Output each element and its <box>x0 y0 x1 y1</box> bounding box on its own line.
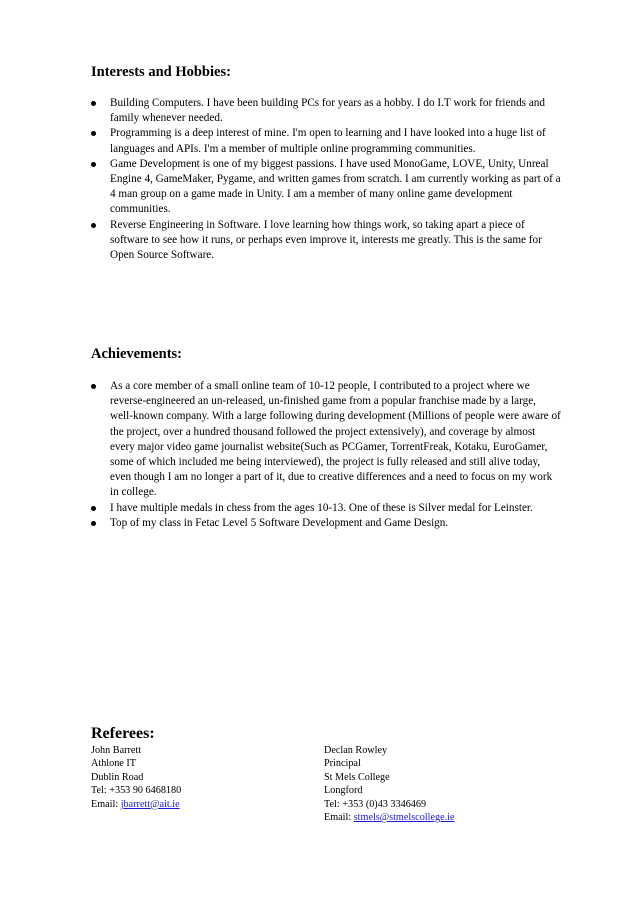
achievements-section <box>91 345 561 531</box>
email-link[interactable]: stmels@stmelscollege.ie <box>353 812 455 824</box>
list-item-text: Game Development is one of my biggest passions. I have used MonoGame, LOVE, Unity, Unreal Engine 4, GameMaker, Pygame, and written games from scratch. I am currently working as part of a 4 man group on a game made in Unity. I am a member of many online game development communities. <box>110 157 561 216</box>
referee-address: Longford <box>324 785 363 797</box>
list-item-text: Top of my class in Fetac Level 5 Software Development and Game Design. <box>110 516 449 529</box>
referee-tel: Tel: +353 (0)43 3346469 <box>324 798 427 810</box>
referee-email-row <box>91 798 181 811</box>
bullet-icon <box>91 506 96 511</box>
referee-email-row <box>324 811 455 824</box>
bullet-icon <box>91 162 96 167</box>
list-item-text: Reverse Engineering in Software. I love learning how things work, so taking apart a piece of software to see how it runs, or perhaps even improve it, interests me greatly. This is the same for Open Source Software. <box>110 218 542 262</box>
bullet-icon <box>91 223 96 228</box>
referees-heading-text: Referees <box>91 725 150 742</box>
interests-heading-text: Interests and Hobbies <box>91 64 227 80</box>
referees-columns <box>91 744 561 824</box>
referee-org: St Mels College <box>324 771 390 783</box>
list-item <box>91 218 561 264</box>
interests-section <box>91 63 561 263</box>
referee-1 <box>91 744 181 811</box>
list-item <box>91 501 561 516</box>
list-item <box>91 126 561 156</box>
referee-name: John Barrett <box>91 745 142 756</box>
bullet-icon <box>91 101 96 106</box>
referee-address: Dublin Road <box>91 771 144 783</box>
interests-list <box>91 96 561 263</box>
referee-org: Athlone IT <box>91 758 136 770</box>
referee-tel: Tel: +353 90 6468180 <box>91 785 182 797</box>
list-item-text: Building Computers. I have been building PCs for years as a hobby. I do I.T work for friends and family whenever needed. <box>110 97 545 125</box>
list-item <box>91 379 561 501</box>
referee-name: Declan Rowley <box>324 745 388 756</box>
list-item-text: I have multiple medals in chess from the ages 10-13. One of these is Silver medal for Leinster. <box>110 501 533 514</box>
email-label: Email: <box>324 812 354 824</box>
referee-role: Principal <box>324 758 361 770</box>
list-item-text: Programming is a deep interest of mine. I'm open to learning and I have looked into a huge list of languages and APIs. I'm a member of multiple online programming communities. <box>110 127 546 155</box>
interests-heading-colon: : <box>226 64 231 80</box>
list-item-text: As a core member of a small online team of 10-12 people, I contributed to a project where we reverse-engineered an un-released, un-finished game from a popular franchise made by a large, well-known company. With a large following during development (Millions of people were aware of the project, over a hundred thousand followed the project extensively), and coverage by almost every major video game journalist website(Such as PCGamer, TorrentFreak, Kotaku, EuroGamer, some of which included me being interviewed), the project is fully released and still alive today, even though I am no longer a part of it, due to creative differences and a need to focus on my work in college. <box>110 380 561 499</box>
achievements-heading-text: Achievements: <box>91 346 183 362</box>
referee-2 <box>324 744 455 824</box>
list-item <box>91 96 561 126</box>
list-item <box>91 516 561 531</box>
bullet-icon <box>91 131 96 136</box>
referees-heading <box>91 724 561 744</box>
referees-section <box>91 724 561 744</box>
bullet-icon <box>91 384 96 389</box>
list-item <box>91 157 561 218</box>
bullet-icon <box>91 521 96 526</box>
email-link[interactable]: jbarrett@ait.ie <box>120 798 180 810</box>
interests-heading <box>91 63 561 81</box>
referees-heading-colon: : <box>149 725 155 742</box>
email-label: Email: <box>91 798 121 810</box>
achievements-list <box>91 379 561 531</box>
achievements-heading <box>91 345 561 363</box>
